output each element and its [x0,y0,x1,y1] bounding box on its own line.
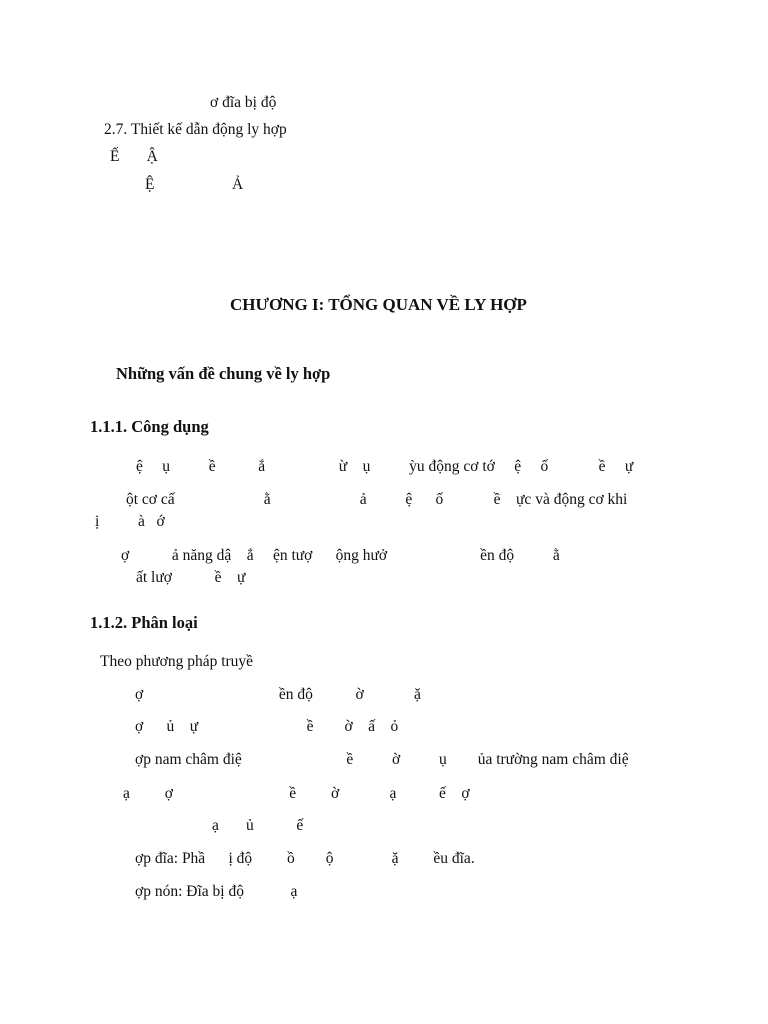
classification-item-4: ạ ợ ề ờ ạ ế ợ [123,785,470,802]
classification-intro: Theo phương pháp truyề [100,653,254,670]
paragraph-usage-2a: ột cơ cấ ằ ả ệ ố ề ực và động cơ khi [126,491,628,508]
toc-line-1: ơ đĩa bị độ [210,94,277,111]
classification-item-5: ạ ủ ế [212,817,304,834]
subsection-heading-usage: 1.1.1. Công dụng [90,417,209,436]
classification-item-1: ợ ền độ ờ ặ [135,686,421,703]
paragraph-usage-1: ệ ụ ề ắ ừ ụ ỳu động cơ tớ ệ ố ề ự [136,458,634,475]
classification-item-2: ợ ủ ự ề ờ ấ ỏ [135,718,399,735]
toc-line-2: 2.7. Thiết kế dẫn động ly hợp [104,121,287,138]
classification-item-6: ợp đĩa: Phầ ị độ ồ ộ ặ ều đĩa. [135,850,475,867]
toc-line-3: Ế Ậ [110,148,158,165]
toc-line-4: Ệ Ả [145,176,244,193]
classification-item-7: ợp nón: Đĩa bị độ ạ [135,883,298,900]
classification-item-3: ợp nam châm điệ ề ờ ụ ủa trường nam châm điệ [135,751,629,768]
paragraph-usage-2b: ị à ớ [95,513,165,530]
section-heading: Những vấn đề chung về ly hợp [116,364,331,383]
subsection-heading-classification: 1.1.2. Phân loại [90,613,198,632]
paragraph-usage-3a: ợ ả năng dậ ắ ện tượ ộng hưở ền độ ằ [121,547,560,564]
chapter-title: CHƯƠNG I: TỔNG QUAN VỀ LY HỢP [230,295,527,314]
paragraph-usage-3b: ất lượ ề ự [136,569,246,586]
